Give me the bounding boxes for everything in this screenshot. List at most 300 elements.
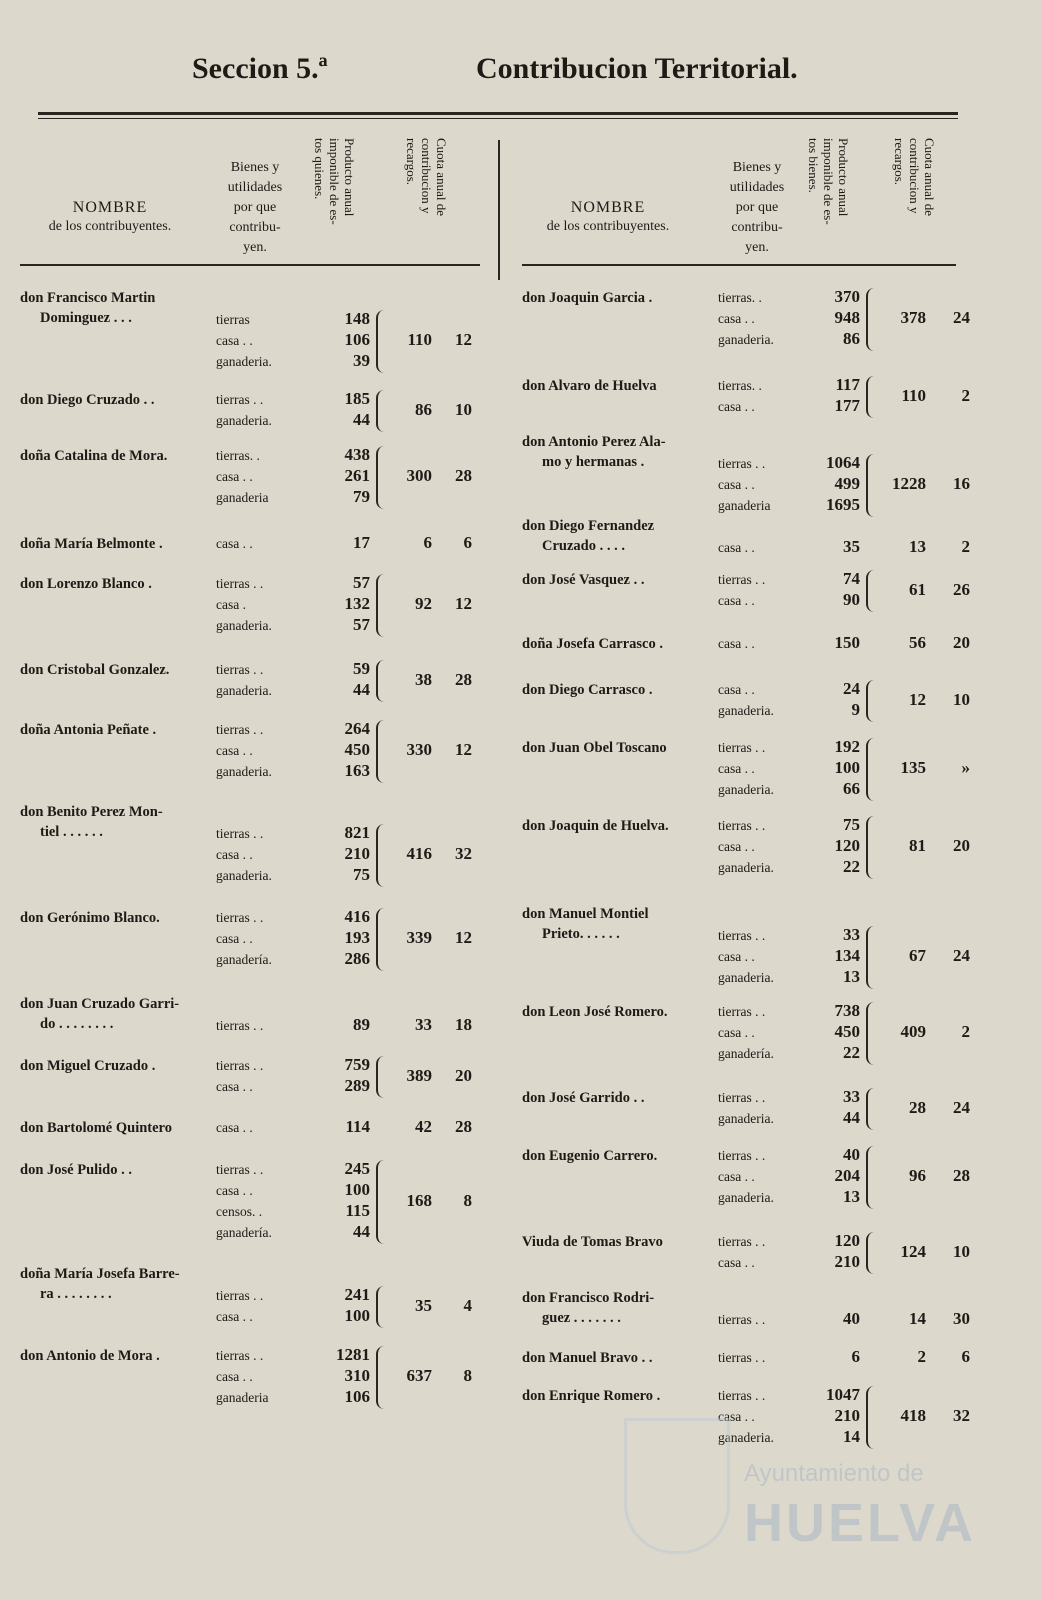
quota-sub: 6 (463, 533, 472, 552)
goods-item: tierras . . (216, 826, 264, 841)
contributor-name: guez . . . . . . . (542, 1310, 621, 1326)
goods-item: ganaderia. (216, 413, 272, 428)
goods-item: tierras . . (718, 1090, 766, 1105)
product-value: 1064 (826, 453, 860, 472)
product-value: 241 (344, 1285, 370, 1304)
product-value: 738 (834, 1001, 860, 1020)
product-value: 59 (353, 659, 370, 678)
product-value: 1695 (826, 495, 860, 514)
goods-item: tierras . . (216, 1162, 264, 1177)
header-text: contribu- (229, 220, 281, 235)
goods-item: casa . . (718, 593, 755, 608)
header-text: por que (233, 200, 277, 215)
quota-sub: 28 (455, 669, 472, 689)
product-value: 289 (344, 1076, 370, 1095)
column-header-quota (892, 138, 937, 262)
product-value: 163 (344, 761, 370, 780)
page-title: Contribucion Territorial. (476, 52, 798, 85)
quota-value (886, 474, 970, 494)
quota-sub: 12 (455, 594, 472, 613)
column-divider (498, 140, 500, 280)
product-value: 44 (353, 1222, 370, 1241)
header-text: de los contribuyentes. (48, 219, 172, 234)
quota-main: 168 (406, 1190, 432, 1210)
product-value: 40 (843, 1309, 860, 1328)
top-rule (38, 112, 958, 115)
product-value: 370 (834, 287, 860, 306)
header-text: yen. (745, 240, 769, 255)
product-value: 245 (344, 1159, 370, 1178)
product-value: 100 (834, 758, 860, 777)
product-value: 9 (851, 700, 860, 719)
goods-item: tierras . . (216, 662, 264, 677)
product-value: 759 (344, 1055, 370, 1074)
bracket (866, 376, 878, 418)
header-text: imponible de es- (821, 138, 836, 225)
quota-value (886, 580, 970, 600)
contributor-name: don Eugenio Carrero. (522, 1148, 658, 1164)
header-text: Producto anual (342, 138, 357, 217)
goods-item: ganaderia. (718, 332, 774, 347)
quota-main: 416 (406, 844, 432, 863)
product-value: 44 (353, 680, 370, 699)
product-value: 120 (834, 1231, 860, 1250)
contributor-name: Prieto. . . . . . (542, 926, 620, 942)
goods-item: casa . (216, 597, 246, 612)
product-value: 210 (834, 1406, 860, 1425)
quota-value (886, 946, 970, 966)
bracket (376, 446, 388, 509)
bracket (376, 1286, 388, 1328)
goods-item: ganaderia. (718, 1111, 774, 1126)
bracket (376, 824, 388, 887)
contributor-name: Cruzado . . . . (542, 538, 625, 554)
bracket (866, 454, 878, 517)
quota-main: 38 (415, 669, 432, 689)
bracket (376, 310, 388, 373)
quota-main: 56 (909, 633, 926, 652)
contributor-name: don José Vasquez . . (522, 572, 645, 588)
quota-main: 92 (415, 594, 432, 613)
goods-item: casa . . (216, 1183, 253, 1198)
goods-item: casa . . (718, 636, 755, 651)
contributor-name: Dominguez . . . (40, 310, 132, 326)
product-value: 90 (843, 590, 860, 609)
quota-value (886, 537, 970, 557)
goods-item: casa . . (718, 540, 755, 555)
quota-main: 33 (415, 1015, 432, 1034)
quota-sub: 30 (953, 1309, 970, 1328)
bracket (376, 908, 388, 971)
quota-sub: 2 (961, 537, 970, 556)
column-header-goods (712, 158, 802, 258)
header-text: imponible de es- (327, 138, 342, 225)
product-value: 132 (344, 594, 370, 613)
contributor-name: don Francisco Martin (20, 290, 156, 306)
goods-item: ganaderia (216, 1390, 269, 1405)
header-text: Bienes y (732, 160, 782, 175)
product-value: 86 (843, 329, 860, 348)
quota-value (392, 1366, 472, 1386)
contributor-name: don José Garrido . . (522, 1090, 645, 1106)
product-value: 134 (834, 946, 860, 965)
quota-sub: 6 (961, 1347, 970, 1366)
bracket (376, 1346, 388, 1409)
product-value: 193 (344, 928, 370, 947)
quota-value (392, 844, 472, 864)
contributor-name: don Alvaro de Huelva (522, 378, 657, 394)
column-header-quota (404, 138, 449, 262)
quota-value (392, 1191, 472, 1211)
quota-main: 28 (909, 1097, 926, 1117)
quota-main: 35 (415, 1295, 432, 1315)
page-heading (0, 52, 1041, 102)
quota-main: 330 (406, 740, 432, 759)
goods-item: casa . . (216, 1120, 253, 1135)
goods-item: tierras . . (718, 818, 766, 833)
bracket (376, 720, 388, 783)
product-value: 57 (353, 573, 370, 592)
header-text: tos bienes. (806, 138, 821, 193)
goods-item: ganadería. (718, 1046, 774, 1061)
quota-sub: 4 (463, 1295, 472, 1315)
product-value: 17 (353, 533, 370, 552)
product-value: 438 (344, 445, 370, 464)
quota-main: 12 (909, 689, 926, 709)
goods-item: tierras . . (216, 1288, 264, 1303)
quota-main: 378 (900, 308, 926, 327)
contributor-name: don Bartolomé Quintero (20, 1120, 172, 1136)
quota-value (392, 928, 472, 948)
contributor-name: don Lorenzo Blanco . (20, 576, 152, 592)
header-text: Bienes y (230, 160, 280, 175)
goods-item: tierras . . (718, 1312, 766, 1327)
contributor-name: don Antonio de Mora . (20, 1348, 160, 1364)
header-text: contribucion y (907, 138, 922, 214)
header-text: Cuota anual de (922, 138, 937, 216)
contributor-name: don Cristobal Gonzalez. (20, 662, 170, 678)
quota-sub: 16 (953, 474, 970, 493)
quota-sub: 24 (953, 1097, 970, 1117)
product-value: 6 (851, 1347, 860, 1366)
product-value: 22 (843, 857, 860, 876)
quota-sub: 8 (463, 1366, 472, 1385)
quota-main: 409 (900, 1022, 926, 1041)
product-value: 40 (843, 1145, 860, 1164)
product-value: 948 (834, 308, 860, 327)
goods-item: casa . . (718, 949, 755, 964)
goods-item: ganaderia. (718, 1190, 774, 1205)
quota-value (886, 1309, 970, 1329)
product-value: 148 (344, 309, 370, 328)
watermark-stamp (624, 1418, 976, 1568)
quota-value (392, 594, 472, 614)
product-value: 100 (344, 1306, 370, 1325)
contributor-name: don Enrique Romero . (522, 1388, 661, 1404)
goods-item: ganadería. (216, 952, 272, 967)
quota-value (392, 400, 472, 420)
product-value: 286 (344, 949, 370, 968)
product-value: 114 (345, 1117, 370, 1136)
quota-sub: 2 (961, 1022, 970, 1041)
top-rule-thin (38, 118, 958, 119)
header-text: NOMBRE (72, 199, 148, 216)
goods-item: ganaderia (718, 498, 771, 513)
product-value: 35 (843, 537, 860, 556)
contributor-name: don Gerónimo Blanco. (20, 910, 160, 926)
product-value: 44 (843, 1108, 860, 1127)
header-text: tos quienes. (312, 138, 327, 200)
bracket (376, 1056, 388, 1098)
quota-main: 96 (909, 1166, 926, 1185)
header-text: recargos. (892, 138, 907, 186)
bracket (376, 660, 388, 702)
product-value: 150 (834, 633, 860, 652)
contributor-name: don Joaquin Garcia . (522, 290, 653, 306)
quota-main: 339 (406, 928, 432, 947)
goods-item: ganaderia. (216, 764, 272, 779)
goods-item: casa . . (216, 743, 253, 758)
quota-sub: 24 (953, 308, 970, 327)
product-value: 261 (344, 466, 370, 485)
goods-item: ganaderia. (216, 354, 272, 369)
bracket (866, 680, 878, 722)
quota-value (886, 1098, 970, 1118)
product-value: 75 (353, 865, 370, 884)
quota-value (886, 1347, 970, 1367)
quota-sub: 20 (953, 836, 970, 855)
contributor-name: don Diego Cruzado . . (20, 392, 155, 408)
quota-value (392, 466, 472, 486)
contributor-name: don Miguel Cruzado . (20, 1058, 156, 1074)
contributor-name: don Juan Cruzado Garri- (20, 996, 180, 1012)
product-value: 185 (344, 389, 370, 408)
goods-item: ganaderia. (718, 860, 774, 875)
quota-value (392, 1117, 472, 1137)
product-value: 13 (843, 1187, 860, 1206)
quota-main: 135 (900, 758, 926, 777)
quota-main: 300 (406, 466, 432, 485)
goods-item: casa . . (718, 399, 755, 414)
goods-item: tierras . . (216, 1348, 264, 1363)
quota-sub: 28 (455, 1117, 472, 1136)
quota-main: 389 (406, 1065, 432, 1085)
quota-value (886, 386, 970, 406)
contributor-name: doña María Josefa Barre- (20, 1266, 180, 1282)
column-header-product (806, 138, 851, 262)
quota-main: 42 (415, 1117, 432, 1136)
product-value: 192 (834, 737, 860, 756)
contributor-name: don Joaquin de Huelva. (522, 818, 669, 834)
bracket (866, 288, 878, 351)
goods-item: casa . . (718, 682, 755, 697)
product-value: 416 (344, 907, 370, 926)
goods-item: tierras . . (718, 1350, 766, 1365)
product-value: 39 (353, 351, 370, 370)
contributor-name: ra . . . . . . . . (40, 1286, 112, 1302)
header-rule (522, 264, 956, 266)
product-value: 450 (834, 1022, 860, 1041)
goods-item: tierras. . (718, 290, 762, 305)
contributor-name: Viuda de Tomas Bravo (522, 1234, 663, 1250)
product-value: 450 (344, 740, 370, 759)
goods-item: ganaderia. (216, 683, 272, 698)
product-value: 210 (344, 844, 370, 863)
quota-sub: 28 (953, 1166, 970, 1185)
column-header-name (20, 198, 200, 236)
quota-value (886, 1166, 970, 1186)
quota-sub: 24 (953, 946, 970, 965)
goods-item: casa . . (216, 1309, 253, 1324)
product-value: 120 (834, 836, 860, 855)
goods-item: tierras . . (718, 456, 766, 471)
header-text: NOMBRE (570, 199, 646, 216)
quota-value (392, 670, 472, 690)
goods-item: casa . . (216, 469, 253, 484)
quota-value (886, 633, 970, 653)
product-value: 14 (843, 1427, 860, 1446)
contributor-name: doña Josefa Carrasco . (522, 636, 663, 652)
goods-item: ganaderia. (718, 1430, 774, 1445)
column-header-name (518, 198, 698, 236)
quota-value (886, 1022, 970, 1042)
contributor-name: doña Antonia Peñate . (20, 722, 157, 738)
contributor-name: doña María Belmonte . (20, 536, 163, 552)
goods-item: ganaderia. (216, 868, 272, 883)
goods-item: casa . . (718, 1025, 755, 1040)
goods-item: tierras . . (718, 1388, 766, 1403)
column-header-product (312, 138, 357, 262)
goods-item: ganaderia (216, 490, 269, 505)
bracket (376, 390, 388, 432)
product-value: 66 (843, 779, 860, 798)
header-text: utilidades (729, 180, 785, 195)
contributor-name: don Leon José Romero. (522, 1004, 668, 1020)
quota-sub: 20 (953, 633, 970, 652)
quota-main: 61 (909, 579, 926, 599)
quota-value (886, 690, 970, 710)
goods-item: ganaderia. (718, 703, 774, 718)
header-text: recargos. (404, 138, 419, 186)
quota-sub: 26 (953, 579, 970, 599)
header-text: yen. (243, 240, 267, 255)
quota-main: 1228 (892, 474, 926, 493)
product-value: 210 (834, 1252, 860, 1271)
goods-item: tierras . . (216, 910, 264, 925)
product-value: 24 (843, 679, 860, 698)
quota-sub: 10 (455, 399, 472, 419)
quota-sub: 12 (455, 928, 472, 947)
product-value: 74 (843, 569, 860, 588)
product-value: 79 (353, 487, 370, 506)
product-value: 13 (843, 967, 860, 986)
quota-sub: 32 (953, 1406, 970, 1425)
quota-value (392, 1015, 472, 1035)
quota-sub: 2 (961, 385, 970, 405)
goods-item: casa . . (718, 477, 755, 492)
goods-item: casa . . (216, 536, 253, 551)
section-label: Seccion 5.ª (192, 52, 328, 85)
goods-item: tierras . . (216, 1018, 264, 1033)
goods-item: ganaderia. (718, 782, 774, 797)
quota-value (886, 308, 970, 328)
product-value: 1281 (336, 1345, 370, 1364)
goods-item: casa . . (718, 311, 755, 326)
bracket (376, 574, 388, 637)
goods-item: tierras . . (216, 576, 264, 591)
quota-main: 14 (909, 1309, 926, 1328)
goods-item: ganaderia. (216, 618, 272, 633)
bracket (866, 738, 878, 801)
goods-item: casa . . (718, 1255, 755, 1270)
product-value: 821 (344, 823, 370, 842)
quota-value (392, 740, 472, 760)
quota-value (392, 330, 472, 350)
goods-item: tierras . . (718, 1148, 766, 1163)
goods-item: censos. . (216, 1204, 263, 1219)
quota-sub: 12 (455, 330, 472, 349)
quota-main: 418 (900, 1406, 926, 1425)
contributor-name: mo y hermanas . (542, 454, 645, 470)
header-text: Cuota anual de (434, 138, 449, 216)
contributor-name: don Manuel Montiel (522, 906, 649, 922)
contributor-name: don Antonio Perez Ala- (522, 434, 666, 450)
goods-item: casa . . (216, 931, 253, 946)
quota-sub: 12 (455, 740, 472, 759)
goods-item: ganaderia. (718, 970, 774, 985)
header-text: utilidades (227, 180, 283, 195)
product-value: 106 (344, 330, 370, 349)
product-value: 264 (344, 719, 370, 738)
quota-sub: 18 (455, 1015, 472, 1034)
column-header-goods (210, 158, 300, 258)
goods-item: tierras . . (216, 1058, 264, 1073)
quota-value (886, 1242, 970, 1262)
quota-main: 67 (909, 946, 926, 965)
product-value: 75 (843, 815, 860, 834)
header-text: Producto anual (836, 138, 851, 217)
goods-item: ganadería. (216, 1225, 272, 1240)
quota-sub: 10 (953, 689, 970, 709)
contributor-name: don Juan Obel Toscano (522, 740, 667, 756)
product-value: 89 (353, 1015, 370, 1034)
quota-main: 124 (900, 1241, 926, 1261)
goods-item: casa . . (216, 1079, 253, 1094)
quota-main: 637 (406, 1366, 432, 1385)
quota-sub: » (961, 758, 970, 777)
header-rule (20, 264, 480, 266)
header-text: contribucion y (419, 138, 434, 214)
bracket (866, 1088, 878, 1130)
quota-sub: 20 (455, 1065, 472, 1085)
goods-item: casa . . (216, 333, 253, 348)
quota-main: 110 (407, 330, 432, 349)
quota-main: 81 (909, 836, 926, 855)
quota-main: 86 (415, 399, 432, 419)
goods-item: tierras. . (216, 448, 260, 463)
bracket (376, 1160, 388, 1244)
quota-main: 110 (901, 385, 926, 405)
shield-crest-icon (624, 1418, 730, 1554)
contributor-name: don José Pulido . . (20, 1162, 132, 1178)
product-value: 204 (834, 1166, 860, 1185)
product-value: 115 (345, 1201, 370, 1220)
quota-sub: 28 (455, 466, 472, 485)
header-text: por que (735, 200, 779, 215)
goods-item: tierras . . (718, 740, 766, 755)
product-value: 1047 (826, 1385, 860, 1404)
product-value: 33 (843, 1087, 860, 1106)
